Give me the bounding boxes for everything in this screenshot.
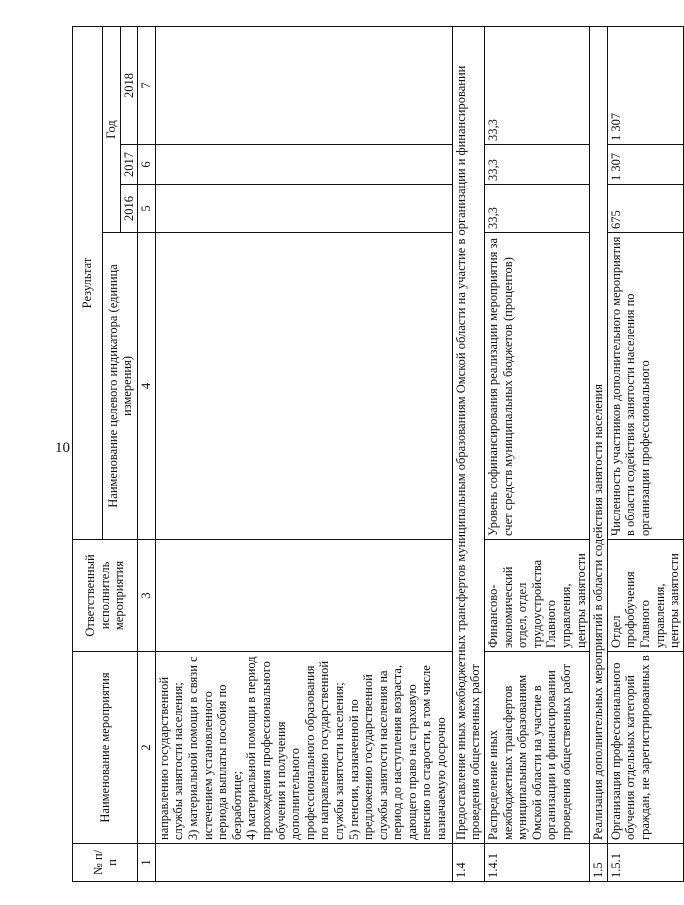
rotated-table-sheet [72,12,682,882]
header-result: Результат [73,26,103,539]
row-1-5-num: 1.5 [590,844,608,882]
results-table [72,26,684,882]
row-1-4-title: Предоставление иных межбюджетных трансфертов муниципальным образованиям Омской области на участие в организации и финансировании проведения общественных работ [452,26,484,843]
row-1-5-1-num: 1.5.1 [607,844,683,882]
row-1-5-1-indicator: Численность участников дополнительного мероприятия в области содействия занятости населения по организации профессионального [607,233,683,540]
table-row [590,26,608,881]
header-year-2016: 2016 [120,185,138,233]
table-row [607,26,683,881]
col-number-1: 1 [138,844,156,882]
row-1-5-title: Реализация дополнительных мероприятий в области содействия занятости населения [590,26,608,843]
col-number-6: 6 [138,145,156,185]
header-indicator: Наименование целевого индикатора (единица измерения) [103,233,138,540]
table-row [155,26,452,881]
row-1-4-1-num: 1.4.1 [484,844,589,882]
row-1-4-1-measure: Распределение иных межбюджетных трансфертов муниципальным образованиям Омской области на участие в организации и финансировании проведения общественных работ [484,652,589,844]
row-1-4-num: 1.4 [452,844,484,882]
table-row [452,26,484,881]
table-row [484,26,589,881]
row-1-5-1-value-2016: 675 [607,185,683,233]
row-1-4-1-value-2016: 33,3 [484,185,589,233]
header-measure: Наименование мероприятия [73,652,138,844]
row-1-4-1-value-2018: 33,3 [484,26,589,144]
row-1-5-1-value-2018: 1 307 [607,26,683,144]
row-1-5-1-value-2017: 1 307 [607,145,683,185]
col-number-5: 5 [138,185,156,233]
row-1-5-1-executor: Отдел профобучения Главного управления, центры занятости [607,540,683,652]
header-year-2018: 2018 [120,26,138,144]
col-number-4: 4 [138,233,156,540]
row-1-5-1-measure: Организация профессионального обучения отдельных категорий граждан, не зарегистрированных в [607,652,683,844]
row-1-4-1-indicator: Уровень софинансирования реализации мероприятия за счет средств муниципальных бюджетов (процентов) [484,233,589,540]
col-number-2: 2 [138,652,156,844]
col-number-3: 3 [138,540,156,652]
row-1-4-1-value-2017: 33,3 [484,145,589,185]
header-num: № п/п [73,844,138,882]
col-number-7: 7 [138,26,156,144]
continued-measure-text: направлению государственной службы занятости населения; 3) материальной помощи в связи с истечением установленного периода выплаты пособия по безработице; 4) материальной помощи в период прохождения профессионального обучения и получения дополнительного профессионального образования по направлению государственной службы занятости населения; 5) пенсии, назначенной по предложению государственной службы занятости населения на период до наступления возраста, дающего право на страховую пенсию по старости, в том числе назначаемую досрочно [155,652,452,844]
header-executor: Ответственный исполнитель мероприятия [73,540,138,652]
header-year-2017: 2017 [120,145,138,185]
header-year: Год [103,26,121,232]
page-number: 10 [55,440,70,456]
row-1-4-1-executor: Финансово-экономический отдел, отдел трудоустройства Главного управления, центры занятости [484,540,589,652]
